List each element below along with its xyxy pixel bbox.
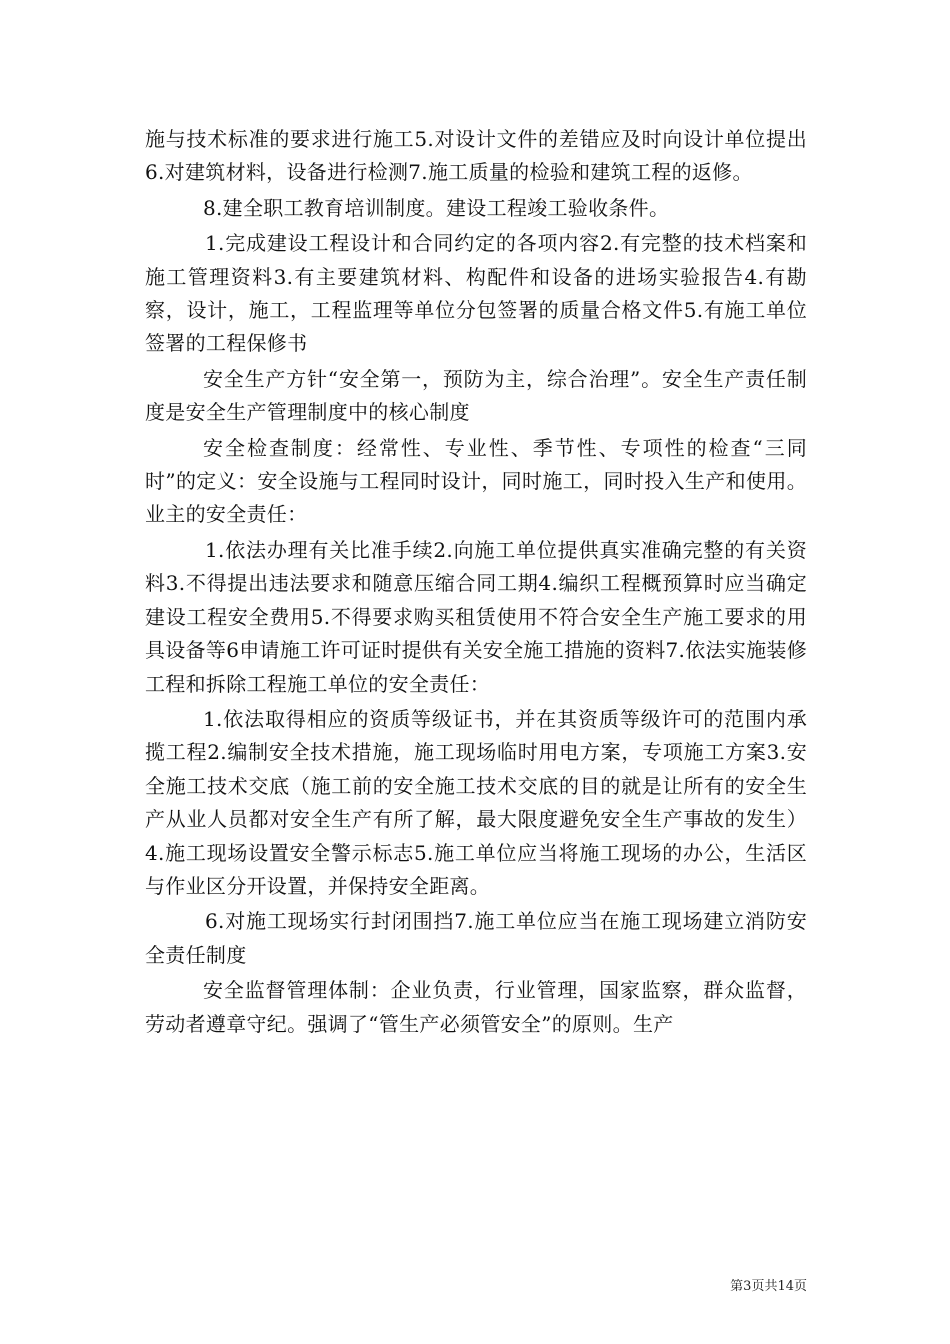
paragraph-8: 6.对施工现场实行封闭围挡7.施工单位应当在施工现场建立消防安全责任制度 — [145, 909, 807, 967]
paragraph-2: 8.建全职工教育培训制度。建设工程竣工验收条件。 — [203, 195, 670, 220]
paragraph-3: 1.完成建设工程设计和合同约定的各项内容2.有完整的技术档案和施工管理资料3.有主要建筑材料、构配件和设备的进场实验报告4.有勘察，设计，施工，工程监理等单位分包签署的质量合格文件5.有施工单位签署的工程保修书 — [145, 231, 807, 356]
paragraph-7: 1.依法取得相应的资质等级证书，并在其资质等级许可的范围内承揽工程2.编制安全技术措施，施工现场临时用电方案，专项施工方案3.安全施工技术交底（施工前的安全施工技术交底的目的就是让所有的安全生产从业人员都对安全生产有所了解，最大限度避免安全生产事故的发生）4.施工现场设置安全警示标志5.施工单位应当将施工现场的办公，生活区与作业区分开设置，并保持安全距离。 — [145, 706, 807, 898]
page-number: 第3页共14页 — [730, 1279, 807, 1294]
paragraph-4: 安全生产方针“安全第一，预防为主，综合治理”。安全生产责任制度是安全生产管理制度中的核心制度 — [145, 366, 807, 425]
paragraph-5: 安全检查制度：经常性、专业性、季节性、专项性的检查“三同时”的定义：安全设施与工程同时设计，同时施工，同时投入生产和使用。业主的安全责任： — [145, 435, 807, 527]
document-body — [145, 123, 807, 1041]
paragraph-9: 安全监督管理体制：企业负责，行业管理，国家监察，群众监督，劳动者遵章守纪。强调了“管生产必须管安全”的原则。生产 — [145, 978, 807, 1036]
paragraph-1: 施与技术标准的要求进行施工5.对设计文件的差错应及时向设计单位提出6.对建筑材料，设备进行检测7.施工质量的检验和建筑工程的返修。 — [145, 127, 807, 185]
paragraph-6: 1.依法办理有关比准手续2.向施工单位提供真实准确完整的有关资料3.不得提出违法要求和随意压缩合同工期4.编织工程概预算时应当确定建设工程安全费用5.不得要求购买租赁使用不符合安全生产施工要求的用具设备等6申请施工许可证时提供有关安全施工措施的资料7.依法实施装修工程和拆除工程施工单位的安全责任： — [145, 537, 808, 696]
